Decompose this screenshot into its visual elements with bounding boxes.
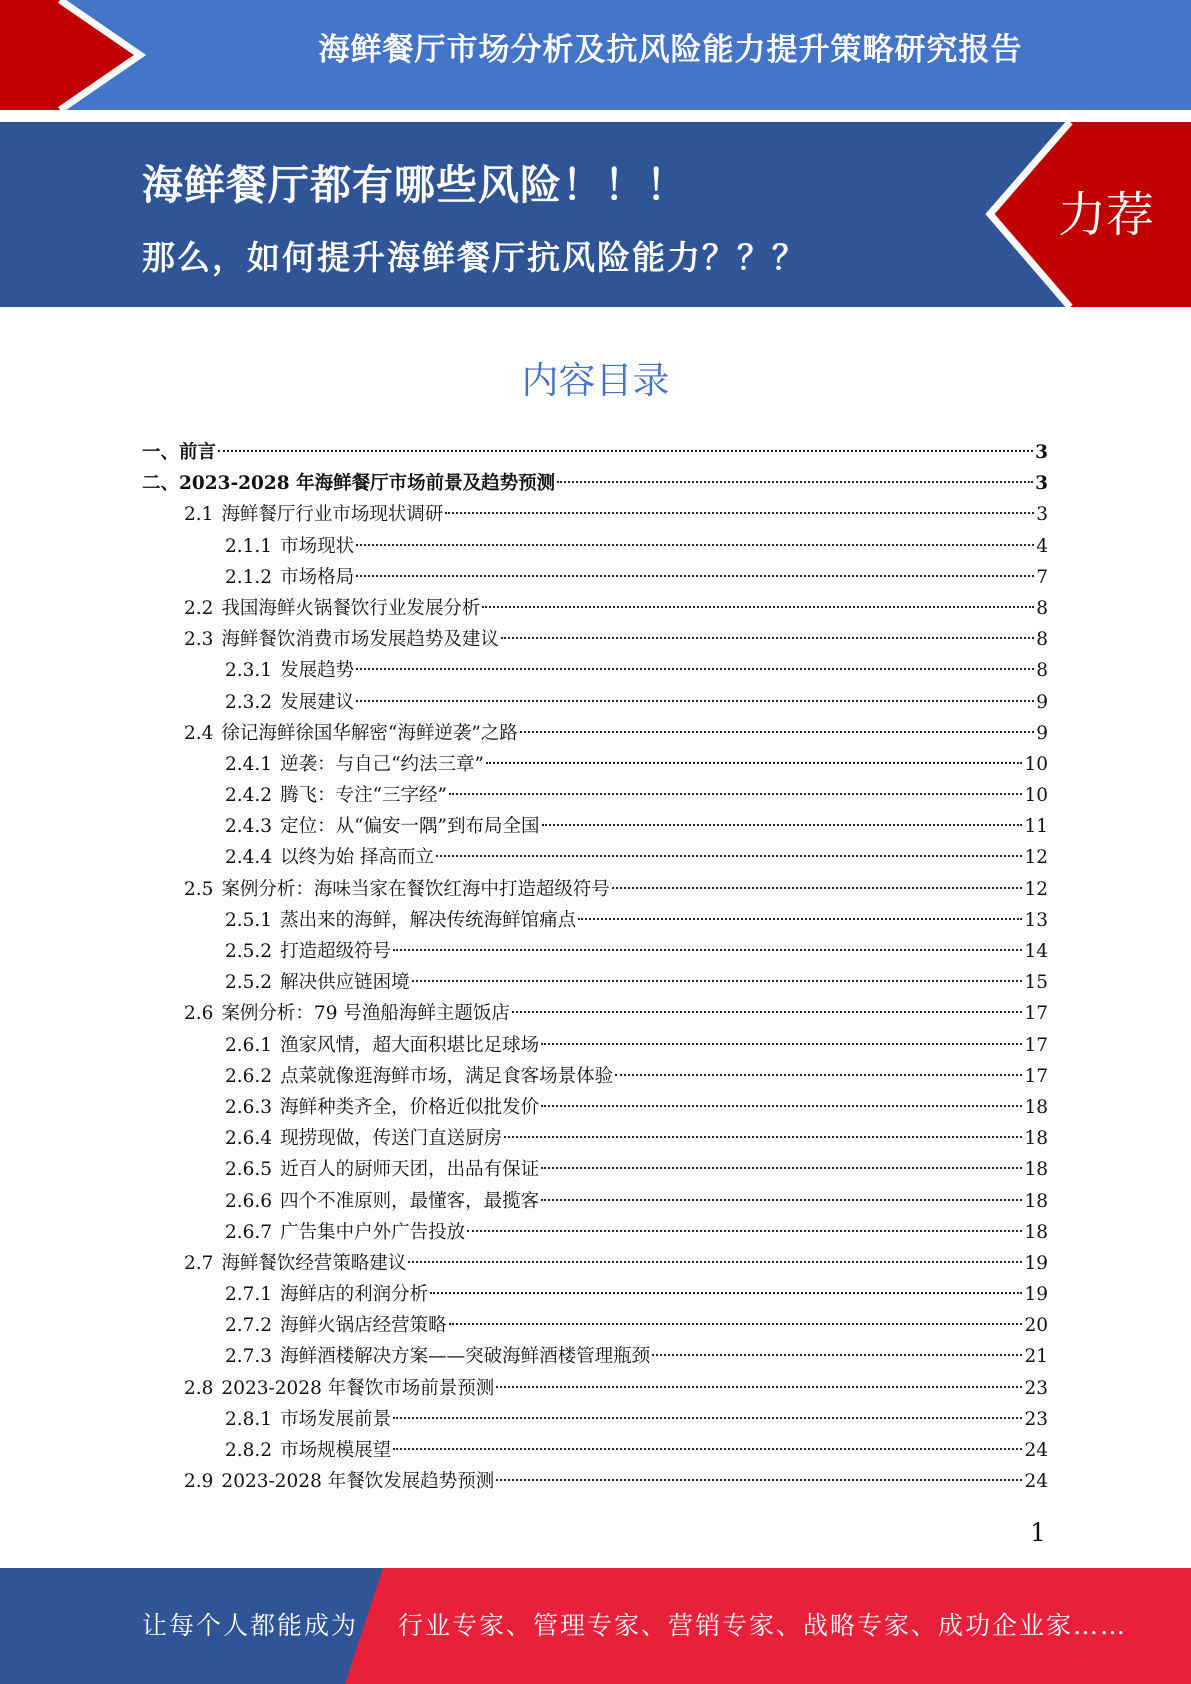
toc-entry[interactable] <box>142 624 1048 655</box>
toc-entry-number: 一、 <box>142 442 180 463</box>
toc-entry[interactable] <box>142 874 1048 905</box>
toc-entry-page: 7 <box>1036 566 1048 588</box>
toc-entry-title: 案例分析：79 号渔船海鲜主题饭店 <box>221 1003 510 1025</box>
toc-entry[interactable] <box>142 1186 1048 1217</box>
toc-entry-page: 17 <box>1024 1003 1048 1025</box>
toc-entry[interactable] <box>142 499 1048 530</box>
toc-leader-dots <box>578 918 1022 920</box>
toc-leader-dots <box>496 1479 1022 1481</box>
toc-entry-title: 我国海鲜火锅餐饮行业发展分析 <box>221 597 481 619</box>
toc-entry[interactable] <box>142 1341 1048 1372</box>
toc-leader-dots <box>436 855 1022 857</box>
toc-entry-title: 四个不准原则，最懂客，最揽客 <box>280 1190 540 1212</box>
toc-entry-number: 2.5.2 <box>225 972 273 994</box>
toc-entry[interactable] <box>142 1217 1048 1248</box>
toc-entry-title: 点菜就像逛海鲜市场，满足食客场景体验 <box>280 1065 614 1087</box>
toc-entry-number: 2.6.3 <box>225 1096 273 1118</box>
toc-entry-title: 以终为始 择高而立 <box>280 847 434 869</box>
toc-leader-dots <box>356 544 1034 546</box>
toc-leader-dots <box>356 575 1034 577</box>
toc-entry-page: 14 <box>1024 941 1048 962</box>
toc-entry-title: 发展建议 <box>280 691 355 713</box>
toc-leader-dots <box>408 1261 1022 1263</box>
toc-entry-number: 2.1 <box>184 504 214 526</box>
toc-leader-dots <box>541 1199 1022 1201</box>
toc-entry[interactable] <box>142 905 1048 936</box>
toc-entry-number: 2.2 <box>184 597 214 619</box>
toc-entry-number: 2.6 <box>184 1003 214 1025</box>
toc-entry-title: 2023-2028 年餐饮发展趋势预测 <box>221 1471 495 1493</box>
toc-entry-title: 现捞现做，传送门直送厨房 <box>280 1128 503 1150</box>
table-of-contents <box>142 437 1048 1497</box>
toc-entry-page: 3 <box>1035 442 1048 463</box>
toc-entry-title: 定位：从“偏安一隅”到布局全国 <box>280 816 540 838</box>
toc-entry-number: 2.8.1 <box>225 1408 273 1430</box>
toc-entry-number: 2.5.1 <box>225 909 273 931</box>
toc-entry[interactable] <box>142 842 1048 873</box>
toc-entry[interactable] <box>142 998 1048 1029</box>
toc-entry-number: 2.3.2 <box>225 691 273 713</box>
toc-leader-dots <box>218 450 1033 452</box>
toc-entry-page: 10 <box>1024 785 1048 807</box>
toc-leader-dots <box>393 949 1022 951</box>
banner-question-improve: 那么，如何提升海鲜餐厅抗风险能力？？？ <box>142 238 807 277</box>
toc-entry-number: 2.5 <box>184 878 214 900</box>
toc-entry-number: 2.7.1 <box>225 1284 273 1306</box>
toc-entry[interactable] <box>142 1030 1048 1061</box>
toc-entry-page: 9 <box>1036 691 1048 713</box>
toc-entry-title: 海鲜火锅店经营策略 <box>280 1315 447 1337</box>
toc-entry[interactable] <box>142 1435 1048 1466</box>
toc-entry-number: 2.8 <box>184 1377 214 1399</box>
toc-title: 内容目录 <box>521 359 670 402</box>
toc-entry-page: 12 <box>1024 847 1048 869</box>
toc-entry-page: 9 <box>1036 722 1048 744</box>
toc-entry-title: 广告集中户外广告投放 <box>280 1221 466 1243</box>
toc-entry-page: 3 <box>1036 504 1048 526</box>
toc-entry-title: 海鲜餐厅行业市场现状调研 <box>221 504 444 526</box>
toc-entry-number: 2.6.5 <box>225 1159 273 1181</box>
toc-entry-page: 21 <box>1024 1346 1048 1368</box>
toc-entry[interactable] <box>142 1373 1048 1404</box>
red-chevron-decoration <box>0 0 160 110</box>
toc-entry-number: 2.6.4 <box>225 1128 273 1150</box>
toc-entry-page: 24 <box>1024 1471 1048 1493</box>
toc-entry-page: 19 <box>1024 1284 1048 1306</box>
toc-entry-number: 2.6.7 <box>225 1221 273 1243</box>
toc-entry[interactable] <box>142 718 1048 749</box>
toc-entry[interactable] <box>142 749 1048 780</box>
toc-leader-dots <box>541 1167 1022 1169</box>
toc-entry-page: 4 <box>1036 535 1048 557</box>
toc-entry-page: 18 <box>1024 1096 1048 1118</box>
toc-entry[interactable] <box>142 593 1048 624</box>
toc-entry[interactable] <box>142 967 1048 998</box>
recommend-arrow-decoration <box>0 122 1191 307</box>
toc-leader-dots <box>445 512 1034 514</box>
toc-entry-title: 徐记海鲜徐国华解密“海鲜逆袭”之路 <box>221 722 518 744</box>
toc-entry[interactable] <box>142 468 1048 499</box>
toc-entry-number: 2.1.2 <box>225 566 273 588</box>
toc-leader-dots <box>504 1136 1022 1138</box>
toc-entry[interactable] <box>142 1123 1048 1154</box>
toc-entry-number: 2.6.2 <box>225 1065 273 1087</box>
toc-leader-dots <box>393 1448 1022 1450</box>
toc-entry-number: 2.6.1 <box>225 1034 273 1056</box>
toc-entry-title: 市场现状 <box>280 535 355 557</box>
toc-entry[interactable] <box>142 1466 1048 1497</box>
toc-entry[interactable] <box>142 687 1048 718</box>
toc-entry-number: 2.4.3 <box>225 816 273 838</box>
toc-leader-dots <box>542 824 1023 826</box>
toc-entry-number: 2.4.2 <box>225 785 273 807</box>
toc-entry-title: 逆袭：与自己“约法三章” <box>280 753 484 775</box>
toc-leader-dots <box>412 980 1023 982</box>
toc-entry-title: 海鲜种类齐全，价格近似批发价 <box>280 1096 540 1118</box>
toc-entry-page: 17 <box>1024 1034 1048 1056</box>
toc-entry-number: 2.7.3 <box>225 1346 273 1368</box>
toc-entry-number: 2.7 <box>184 1252 214 1274</box>
toc-entry-page: 23 <box>1024 1377 1048 1399</box>
toc-leader-dots <box>356 700 1034 702</box>
toc-entry-number: 2.8.2 <box>225 1440 273 1461</box>
toc-entry-page: 17 <box>1024 1065 1048 1087</box>
toc-entry-number: 2.4.4 <box>225 847 273 869</box>
toc-entry-title: 前言 <box>179 442 217 463</box>
toc-entry[interactable] <box>142 1248 1048 1279</box>
toc-entry-title: 蒸出来的海鲜，解决传统海鲜馆痛点 <box>280 909 577 931</box>
page-number: 1 <box>1030 1518 1046 1547</box>
recommend-label: 力荐 <box>1058 187 1155 243</box>
toc-entry-number: 2.3 <box>184 629 214 651</box>
toc-entry-number: 2.1.1 <box>225 535 273 557</box>
toc-entry-page: 11 <box>1024 816 1048 838</box>
toc-entry[interactable] <box>142 655 1048 686</box>
toc-entry-page: 12 <box>1024 878 1048 900</box>
toc-entry-page: 18 <box>1024 1190 1048 1212</box>
banner <box>0 122 1191 307</box>
toc-leader-dots <box>467 1230 1022 1232</box>
toc-entry-title: 案例分析：海味当家在餐饮红海中打造超级符号 <box>221 878 610 900</box>
toc-entry[interactable] <box>142 562 1048 593</box>
toc-entry-number: 2.5.2 <box>225 941 273 962</box>
toc-entry-title: 海鲜餐饮经营策略建议 <box>221 1252 407 1274</box>
toc-entry-title: 近百人的厨师天团，出品有保证 <box>280 1159 540 1181</box>
toc-leader-dots <box>430 1292 1022 1294</box>
toc-entry-number: 2.4 <box>184 722 214 744</box>
toc-entry-page: 8 <box>1036 597 1048 619</box>
toc-entry[interactable] <box>142 437 1048 468</box>
toc-entry[interactable] <box>142 811 1048 842</box>
top-header-bar <box>0 0 1191 110</box>
toc-entry-title: 海鲜店的利润分析 <box>280 1284 429 1306</box>
toc-entry[interactable] <box>142 780 1048 811</box>
toc-entry-number: 2.4.1 <box>225 753 273 775</box>
toc-entry-number: 2.3.1 <box>225 660 273 682</box>
toc-leader-dots <box>501 637 1034 639</box>
toc-entry-title: 渔家风情，超大面积堪比足球场 <box>280 1034 540 1056</box>
toc-entry[interactable] <box>142 1092 1048 1123</box>
toc-leader-dots <box>486 762 1022 764</box>
toc-entry-title: 2023-2028 年餐饮市场前景预测 <box>221 1377 495 1399</box>
toc-leader-dots <box>449 793 1022 795</box>
toc-entry-title: 市场规模展望 <box>280 1440 392 1461</box>
toc-leader-dots <box>612 887 1023 889</box>
toc-entry[interactable] <box>142 1061 1048 1092</box>
toc-entry-number: 2.9 <box>184 1471 214 1493</box>
toc-entry-title: 解决供应链困境 <box>280 972 410 994</box>
toc-entry-number: 二、 <box>142 473 180 495</box>
toc-entry-number: 2.6.6 <box>225 1190 273 1212</box>
toc-entry-page: 19 <box>1024 1252 1048 1274</box>
report-title: 海鲜餐厅市场分析及抗风险能力提升策略研究报告 <box>318 32 1023 68</box>
toc-entry[interactable] <box>142 1310 1048 1341</box>
toc-entry-page: 20 <box>1024 1315 1048 1337</box>
footer-slogan-left: 让每个人都能成为 <box>142 1611 359 1640</box>
toc-entry-title: 市场发展前景 <box>280 1408 392 1430</box>
banner-question-risks: 海鲜餐厅都有哪些风险！！！ <box>142 161 688 209</box>
toc-leader-dots <box>356 668 1034 670</box>
toc-entry-number: 2.7.2 <box>225 1315 273 1337</box>
toc-entry-page: 3 <box>1035 473 1048 495</box>
toc-entry-title: 打造超级符号 <box>280 941 392 962</box>
toc-entry-title: 海鲜餐饮消费市场发展趋势及建议 <box>221 629 499 651</box>
toc-leader-dots <box>449 1323 1023 1325</box>
toc-leader-dots <box>541 1043 1022 1045</box>
toc-entry[interactable] <box>142 1279 1048 1310</box>
toc-entry-page: 13 <box>1024 909 1048 931</box>
toc-entry-page: 23 <box>1024 1408 1048 1430</box>
toc-entry-title: 2023-2028 年海鲜餐厅市场前景及趋势预测 <box>179 473 556 495</box>
toc-entry-page: 8 <box>1036 660 1048 682</box>
footer-bar <box>0 1568 1191 1684</box>
toc-entry-title: 市场格局 <box>280 566 355 588</box>
toc-leader-dots <box>520 731 1034 733</box>
toc-entry-page: 18 <box>1024 1221 1048 1243</box>
toc-entry[interactable] <box>142 531 1048 562</box>
toc-leader-dots <box>615 1074 1022 1076</box>
toc-leader-dots <box>496 1386 1022 1388</box>
toc-entry-title: 发展趋势 <box>280 660 355 682</box>
toc-leader-dots <box>512 1011 1023 1013</box>
toc-entry-page: 24 <box>1024 1440 1048 1461</box>
toc-leader-dots <box>482 606 1034 608</box>
toc-leader-dots <box>652 1354 1022 1356</box>
toc-entry-title: 腾飞：专注“三字经” <box>280 785 447 807</box>
toc-entry[interactable] <box>142 1154 1048 1185</box>
toc-entry[interactable] <box>142 1404 1048 1435</box>
toc-leader-dots <box>557 481 1033 483</box>
toc-entry-page: 15 <box>1024 972 1048 994</box>
toc-leader-dots <box>541 1105 1022 1107</box>
toc-entry-title: 海鲜酒楼解决方案——突破海鲜酒楼管理瓶颈 <box>280 1346 651 1368</box>
toc-entry[interactable] <box>142 936 1048 967</box>
toc-entry-page: 10 <box>1024 753 1048 775</box>
toc-leader-dots <box>393 1417 1022 1419</box>
toc-entry-page: 18 <box>1024 1128 1048 1150</box>
toc-entry-page: 8 <box>1036 629 1048 651</box>
footer-slogan-right: 行业专家、管理专家、营销专家、战略专家、成功企业家…… <box>398 1611 1128 1640</box>
toc-entry-page: 18 <box>1024 1159 1048 1181</box>
